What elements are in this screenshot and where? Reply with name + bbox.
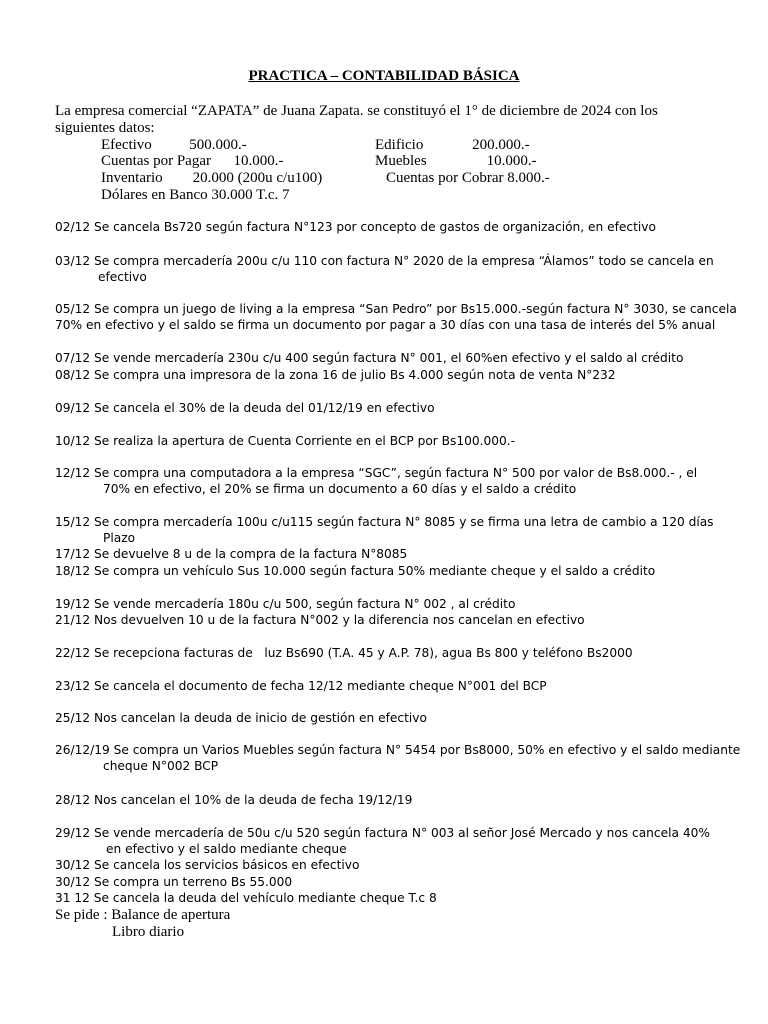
transaction-item bbox=[55, 742, 740, 774]
transaction-line-continuation: efectivo bbox=[98, 270, 147, 284]
transaction-line: 21/12 Nos devuelven 10 u de la factura N°002 y la diferencia nos cancelan en efectivo bbox=[55, 613, 585, 627]
data-inventario: Inventario 20.000 (200u c/u100) bbox=[101, 170, 323, 186]
transaction-line: 05/12 Se compra un juego de living a la empresa “San Pedro” por Bs15.000.-según factura N° 3030, se cancela bbox=[55, 302, 737, 316]
transaction-line: 09/12 Se cancela el 30% de la deuda del 01/12/19 en efectivo bbox=[55, 401, 435, 415]
transaction-item bbox=[55, 874, 292, 890]
transaction-item bbox=[55, 612, 585, 628]
transaction-line: 12/12 Se compra una computadora a la empresa “SGC”, según factura N° 500 por valor de Bs8.000.- , el bbox=[55, 466, 698, 480]
transaction-item bbox=[55, 219, 656, 235]
transaction-line: 10/12 Se realiza la apertura de Cuenta Corriente en el BCP por Bs100.000.- bbox=[55, 434, 516, 448]
transaction-line-continuation: 70% en efectivo y el saldo se firma un documento por pagar a 30 días con una tasa de interés del 5% anual bbox=[55, 318, 716, 332]
transaction-item bbox=[55, 400, 435, 416]
transaction-line-continuation: 70% en efectivo, el 20% se firma un documento a 60 días y el saldo a crédito bbox=[103, 482, 577, 496]
data-efectivo: Efectivo 500.000.- bbox=[101, 137, 247, 153]
data-muebles: Muebles 10.000.- bbox=[375, 153, 537, 169]
transaction-item bbox=[55, 546, 407, 562]
transaction-item bbox=[55, 367, 616, 383]
se-pide-line: Se pide : Balance de apertura bbox=[55, 907, 231, 923]
transaction-item bbox=[55, 350, 683, 366]
transaction-line: 26/12/19 Se compra un Varios Muebles según factura N° 5454 por Bs8000, 50% en efectivo y el saldo mediante bbox=[55, 743, 741, 757]
transaction-line: 17/12 Se devuelve 8 u de la compra de la factura N°8085 bbox=[55, 547, 408, 561]
transaction-line: 19/12 Se vende mercadería 180u c/u 500, según factura N° 002 , al crédito bbox=[55, 597, 516, 611]
transaction-line-continuation: en efectivo y el saldo mediante cheque bbox=[106, 842, 347, 856]
transaction-line: 03/12 Se compra mercadería 200u c/u 110 con factura N° 2020 de la empresa “Álamos” todo se cancela en bbox=[55, 254, 714, 268]
intro-line-2: siguientes datos: bbox=[55, 120, 155, 136]
transaction-item bbox=[55, 596, 515, 612]
transaction-line: 23/12 Se cancela el documento de fecha 12/12 mediante cheque N°001 del BCP bbox=[55, 679, 547, 693]
transaction-line: 22/12 Se recepciona facturas de luz Bs690 (T.A. 45 y A.P. 78), agua Bs 800 y teléfono Bs2000 bbox=[55, 646, 633, 660]
data-cuentas-por-cobrar: Cuentas por Cobrar 8.000.- bbox=[386, 170, 550, 186]
transaction-line: 29/12 Se vende mercadería de 50u c/u 520 según factura N° 003 al señor José Mercado y nos cancela 40% bbox=[55, 826, 710, 840]
transaction-line: 07/12 Se vende mercadería 230u c/u 400 según factura N° 001, el 60%en efectivo y el saldo al crédito bbox=[55, 351, 684, 365]
transaction-line: 02/12 Se cancela Bs720 según factura N°123 por concepto de gastos de organización, en efectivo bbox=[55, 220, 656, 234]
transaction-item bbox=[55, 710, 427, 726]
transaction-item bbox=[55, 825, 710, 857]
transaction-line-continuation: Plazo bbox=[103, 531, 136, 545]
transaction-item bbox=[55, 301, 737, 333]
transaction-line: 30/12 Se compra un terreno Bs 55.000 bbox=[55, 875, 293, 889]
transaction-line: 30/12 Se cancela los servicios básicos en efectivo bbox=[55, 858, 360, 872]
transaction-item bbox=[55, 645, 633, 661]
data-edificio: Edificio 200.000.- bbox=[375, 137, 530, 153]
transaction-line: 28/12 Nos cancelan el 10% de la deuda de fecha 19/12/19 bbox=[55, 793, 413, 807]
transaction-item bbox=[55, 433, 515, 449]
transaction-line: 25/12 Nos cancelan la deuda de inicio de gestión en efectivo bbox=[55, 711, 427, 725]
transaction-item bbox=[55, 563, 655, 579]
transaction-item bbox=[55, 253, 714, 285]
intro-line-1: La empresa comercial “ZAPATA” de Juana Zapata. se constituyó el 1° de diciembre de 2024 con los bbox=[55, 103, 658, 119]
se-pide-item-libro-diario: Libro diario bbox=[112, 924, 185, 940]
transaction-line: 18/12 Se compra un vehículo Sus 10.000 según factura 50% mediante cheque y el saldo a crédito bbox=[55, 564, 656, 578]
transaction-line: 08/12 Se compra una impresora de la zona 16 de julio Bs 4.000 según nota de venta N°232 bbox=[55, 368, 616, 382]
transaction-line: 31 12 Se cancela la deuda del vehículo mediante cheque T.c 8 bbox=[55, 891, 437, 905]
data-dolares: Dólares en Banco 30.000 T.c. 7 bbox=[101, 187, 290, 203]
transaction-item bbox=[55, 890, 437, 906]
data-cuentas-por-pagar: Cuentas por Pagar 10.000.- bbox=[101, 153, 284, 169]
transaction-item bbox=[55, 465, 697, 497]
transaction-item bbox=[55, 678, 547, 694]
transaction-item bbox=[55, 514, 714, 546]
transaction-item bbox=[55, 857, 359, 873]
document-title: PRACTICA – CONTABILIDAD BÁSICA bbox=[248, 68, 520, 84]
transaction-line: 15/12 Se compra mercadería 100u c/u115 según factura N° 8085 y se firma una letra de cambio a 120 días bbox=[55, 515, 714, 529]
transaction-line-continuation: cheque N°002 BCP bbox=[103, 759, 219, 773]
transaction-item bbox=[55, 792, 412, 808]
